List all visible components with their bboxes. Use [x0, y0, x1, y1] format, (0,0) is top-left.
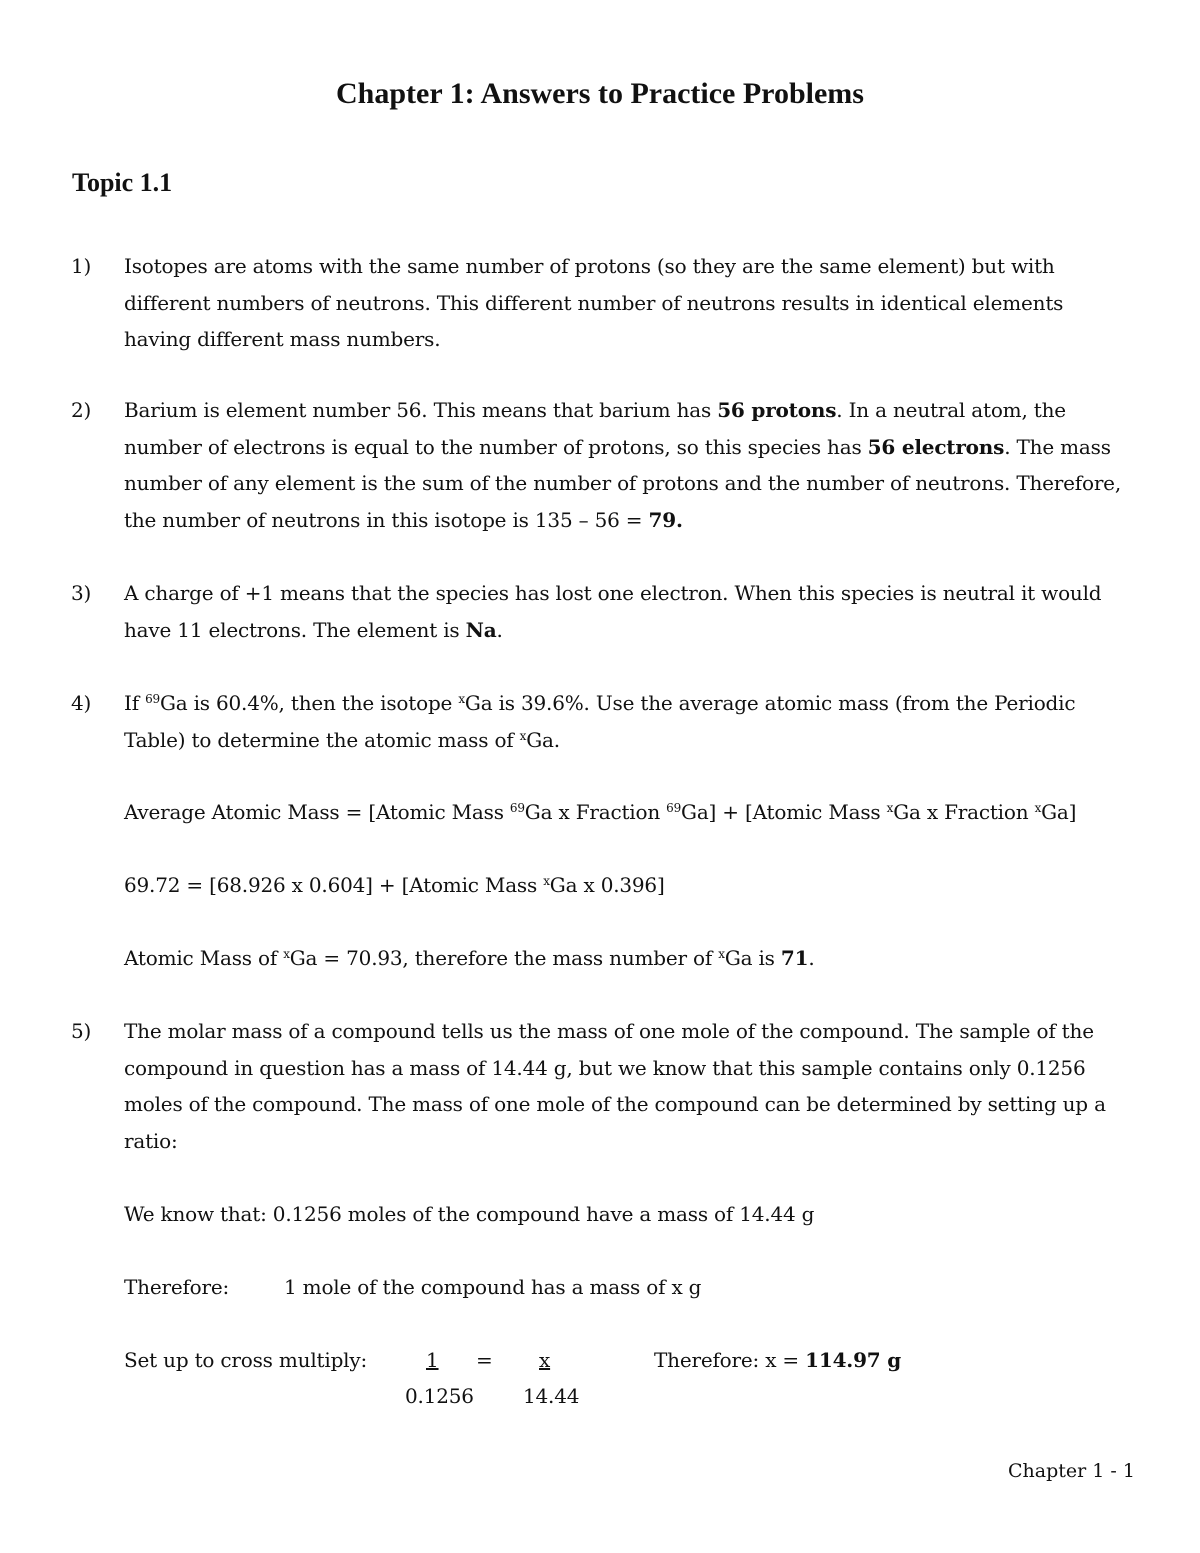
- problem-5-number: 5): [71, 1019, 92, 1043]
- problem-1-number: 1): [71, 254, 92, 278]
- problem-3-number: 3): [71, 581, 92, 605]
- problem-3-text: A charge of +1 means that the species has lost one electron. When this species is neutral it would have 11 electrons. The element is Na.: [124, 581, 1102, 642]
- problem-2-text: Barium is element number 56. This means that barium has 56 protons. In a neutral atom, the number of electrons is equal to the number of protons, so this species has 56 electrons. The mass number of any element is the sum of the number of protons and the number of neutrons. Therefore, the number of neutrons in this isotope is 135 – 56 = 79.: [124, 398, 1121, 532]
- page-footer: Chapter 1 - 1: [1008, 1460, 1135, 1482]
- problem-4-text: If $^{69}$Ga is 60.4%, then the isotope $^x$Ga is 39.6%. Use the average atomic mass (from the Periodic Table) to determine the atomic mass of $^x$Ga.: [124, 691, 1076, 752]
- ratio-numerator-2: x: [539, 1348, 551, 1372]
- problem-1-text: Isotopes are atoms with the same number of protons (so they are the same element) but with different numbers of neutrons. This different number of neutrons results in identical elements having different mass numbers.: [124, 254, 1064, 351]
- ratio-equals-sign: =: [476, 1348, 493, 1372]
- final-answer: Therefore: x = 114.97 g: [654, 1348, 902, 1372]
- problem-2-number: 2): [71, 398, 92, 422]
- ratio-denominator-1: 0.1256: [405, 1384, 474, 1408]
- neutrons-answer: 79.: [648, 507, 683, 532]
- therefore-statement: 1 mole of the compound has a mass of x g: [284, 1275, 702, 1299]
- problem-5-text: The molar mass of a compound tells us the mass of one mole of the compound. The sample of the compound in question has a mass of 14.44 g, but we know that this sample contains only 0.1256 moles of the compound. The mass of one mole of the compound can be determined by setting up a ratio:: [124, 1019, 1106, 1153]
- ratio-denominator-2: 14.44: [523, 1384, 580, 1408]
- therefore-label: Therefore:: [124, 1275, 230, 1299]
- page-title: Chapter 1: Answers to Practice Problems: [336, 77, 864, 110]
- molar-mass-answer: 114.97 g: [805, 1348, 902, 1372]
- protons-answer: 56 protons: [717, 398, 837, 422]
- average-mass-equation: Average Atomic Mass = [Atomic Mass $^{69}$Ga x Fraction $^{69}$Ga] + [Atomic Mass $^x$Ga x Fraction $^x$Ga]: [124, 800, 1077, 824]
- topic-heading: Topic 1.1: [72, 168, 173, 197]
- mass-number-answer: 71: [780, 946, 809, 970]
- ratio-numerator-1: 1: [426, 1348, 439, 1372]
- electrons-answer: 56 electrons: [867, 434, 1005, 459]
- element-answer: Na: [465, 617, 497, 642]
- atomic-mass-result: Atomic Mass of $^x$Ga = 70.93, therefore the mass number of $^x$Ga is 71.: [124, 946, 815, 970]
- known-statement: We know that: 0.1256 moles of the compound have a mass of 14.44 g: [124, 1202, 815, 1226]
- problem-4-number: 4): [71, 691, 92, 715]
- substituted-equation: 69.72 = [68.926 x 0.604] + [Atomic Mass $^x$Ga x 0.396]: [124, 873, 665, 897]
- cross-multiply-label: Set up to cross multiply:: [124, 1348, 368, 1372]
